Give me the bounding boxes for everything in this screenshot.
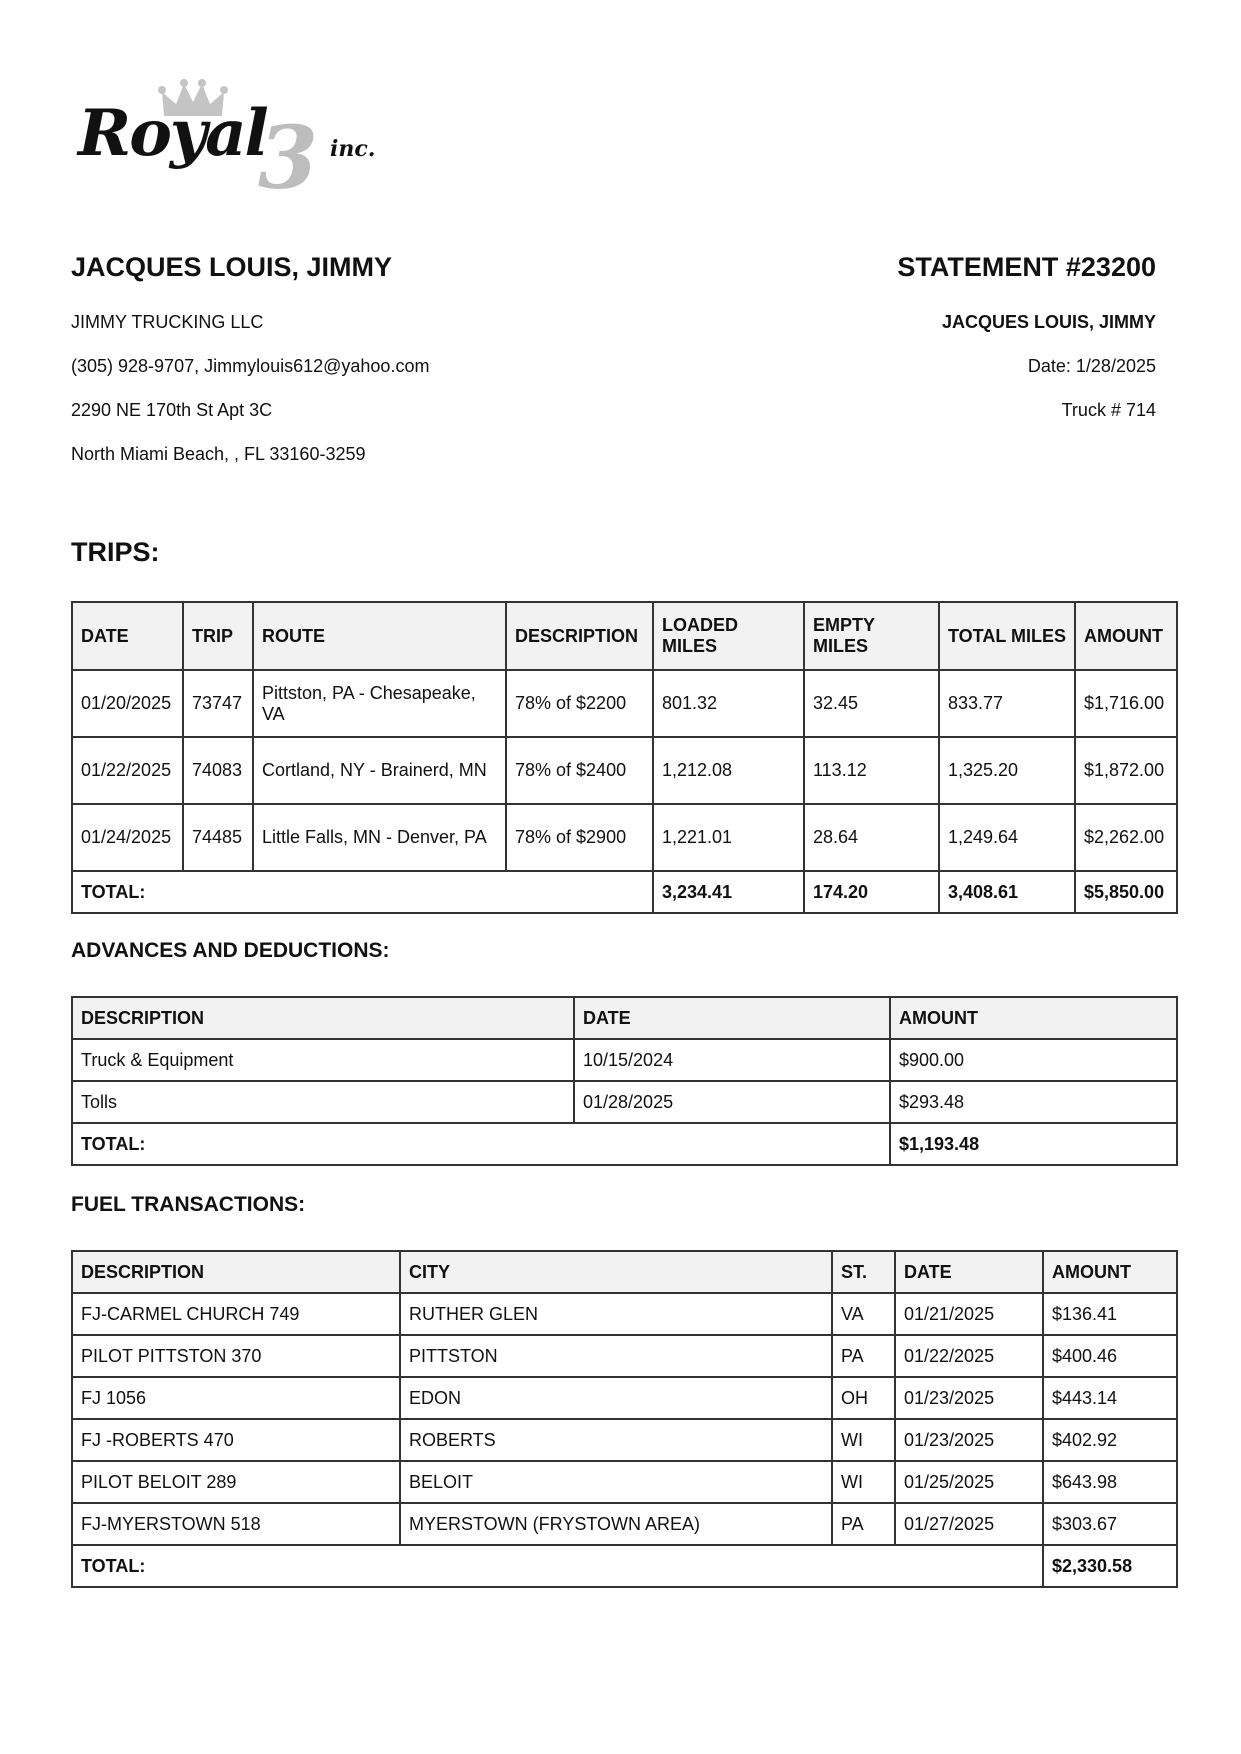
total-label: TOTAL: [72,1545,1043,1587]
fuel-title: FUEL TRANSACTIONS: [71,1193,306,1216]
address-line-2: North Miami Beach, , FL 33160-3259 [71,444,366,464]
total-amount: $1,193.48 [890,1123,1177,1165]
total-row [72,871,1177,913]
advances-table [71,996,1178,1166]
total-label: TOTAL: [72,871,653,913]
cell: 01/27/2025 [895,1503,1043,1545]
cell: $136.41 [1043,1293,1177,1335]
total-label: TOTAL: [72,1123,890,1165]
table-row [72,1039,1177,1081]
col-header: CITY [400,1251,832,1293]
cell: 01/21/2025 [895,1293,1043,1335]
table-header-row [72,1251,1177,1293]
table-row [72,804,1177,871]
cell: PILOT BELOIT 289 [72,1461,400,1503]
col-header: DESCRIPTION [72,997,574,1039]
cell: 78% of $2900 [506,804,653,871]
cell: PA [832,1503,895,1545]
total-loaded-miles: 3,234.41 [653,871,804,913]
cell: 01/20/2025 [72,670,183,737]
cell: FJ 1056 [72,1377,400,1419]
cell: 1,212.08 [653,737,804,804]
cell: 01/23/2025 [895,1377,1043,1419]
col-header: AMOUNT [890,997,1177,1039]
cell: 01/23/2025 [895,1419,1043,1461]
driver-name-heading: JACQUES LOUIS, JIMMY [71,252,393,282]
cell: $443.14 [1043,1377,1177,1419]
statement-driver-name: JACQUES LOUIS, JIMMY [941,312,1156,332]
table-row [72,737,1177,804]
cell: FJ -ROBERTS 470 [72,1419,400,1461]
cell: 833.77 [939,670,1075,737]
table-row [72,670,1177,737]
company-logo [78,78,378,209]
address-line-1: 2290 NE 170th St Apt 3C [71,400,273,420]
cell: $900.00 [890,1039,1177,1081]
cell: $1,872.00 [1075,737,1177,804]
cell: 32.45 [804,670,939,737]
cell: VA [832,1293,895,1335]
total-miles: 3,408.61 [939,871,1075,913]
cell: Little Falls, MN - Denver, PA [253,804,506,871]
col-header: DESCRIPTION [506,602,653,670]
total-empty-miles: 174.20 [804,871,939,913]
cell: Tolls [72,1081,574,1123]
col-header: LOADED MILES [653,602,804,670]
col-header: DESCRIPTION [72,1251,400,1293]
cell: 10/15/2024 [574,1039,890,1081]
cell: Truck & Equipment [72,1039,574,1081]
col-header: DATE [72,602,183,670]
table-header-row [72,602,1177,670]
col-header: AMOUNT [1043,1251,1177,1293]
cell: $1,716.00 [1075,670,1177,737]
cell: 1,221.01 [653,804,804,871]
cell: PA [832,1335,895,1377]
cell: RUTHER GLEN [400,1293,832,1335]
cell: Cortland, NY - Brainerd, MN [253,737,506,804]
table-row [72,1461,1177,1503]
contact-info: (305) 928-9707, Jimmylouis612@yahoo.com [71,356,430,376]
table-header-row [72,997,1177,1039]
trips-table [71,601,1178,914]
cell: $400.46 [1043,1335,1177,1377]
cell: OH [832,1377,895,1419]
cell: 01/28/2025 [574,1081,890,1123]
cell: 01/22/2025 [895,1335,1043,1377]
fuel-table [71,1250,1178,1588]
truck-number: Truck # 714 [1061,400,1156,420]
cell: $303.67 [1043,1503,1177,1545]
col-header: DATE [574,997,890,1039]
table-row [72,1503,1177,1545]
logo-suffix: inc. [330,136,376,162]
cell: 73747 [183,670,253,737]
table-row [72,1293,1177,1335]
cell: 1,325.20 [939,737,1075,804]
advances-title: ADVANCES AND DEDUCTIONS: [71,939,390,962]
cell: 28.64 [804,804,939,871]
cell: BELOIT [400,1461,832,1503]
col-header: ST. [832,1251,895,1293]
cell: 01/25/2025 [895,1461,1043,1503]
trips-title: TRIPS: [71,537,160,567]
statement-number: STATEMENT #23200 [897,252,1156,282]
statement-date: Date: 1/28/2025 [1027,356,1156,376]
cell: MYERSTOWN (FRYSTOWN AREA) [400,1503,832,1545]
cell: $293.48 [890,1081,1177,1123]
cell: 74083 [183,737,253,804]
col-header: ROUTE [253,602,506,670]
cell: FJ-CARMEL CHURCH 749 [72,1293,400,1335]
col-header: DATE [895,1251,1043,1293]
table-row [72,1377,1177,1419]
logo-number: 3 [258,108,318,209]
cell: EDON [400,1377,832,1419]
cell: $2,262.00 [1075,804,1177,871]
table-row [72,1081,1177,1123]
cell: WI [832,1419,895,1461]
cell: WI [832,1461,895,1503]
total-amount: $5,850.00 [1075,871,1177,913]
total-row [72,1123,1177,1165]
col-header: EMPTY MILES [804,602,939,670]
cell: 01/24/2025 [72,804,183,871]
col-header: TOTAL MILES [939,602,1075,670]
cell: 01/22/2025 [72,737,183,804]
logo-script: Royal [78,96,267,171]
table-row [72,1335,1177,1377]
cell: PILOT PITTSTON 370 [72,1335,400,1377]
cell: FJ-MYERSTOWN 518 [72,1503,400,1545]
col-header: TRIP [183,602,253,670]
company-name: JIMMY TRUCKING LLC [71,312,264,332]
cell: $643.98 [1043,1461,1177,1503]
total-amount: $2,330.58 [1043,1545,1177,1587]
cell: 78% of $2400 [506,737,653,804]
cell: Pittston, PA - Chesapeake, VA [253,670,506,737]
col-header: AMOUNT [1075,602,1177,670]
cell: 113.12 [804,737,939,804]
table-row [72,1419,1177,1461]
cell: 801.32 [653,670,804,737]
cell: 74485 [183,804,253,871]
cell: PITTSTON [400,1335,832,1377]
cell: $402.92 [1043,1419,1177,1461]
total-row [72,1545,1177,1587]
cell: 78% of $2200 [506,670,653,737]
cell: ROBERTS [400,1419,832,1461]
cell: 1,249.64 [939,804,1075,871]
